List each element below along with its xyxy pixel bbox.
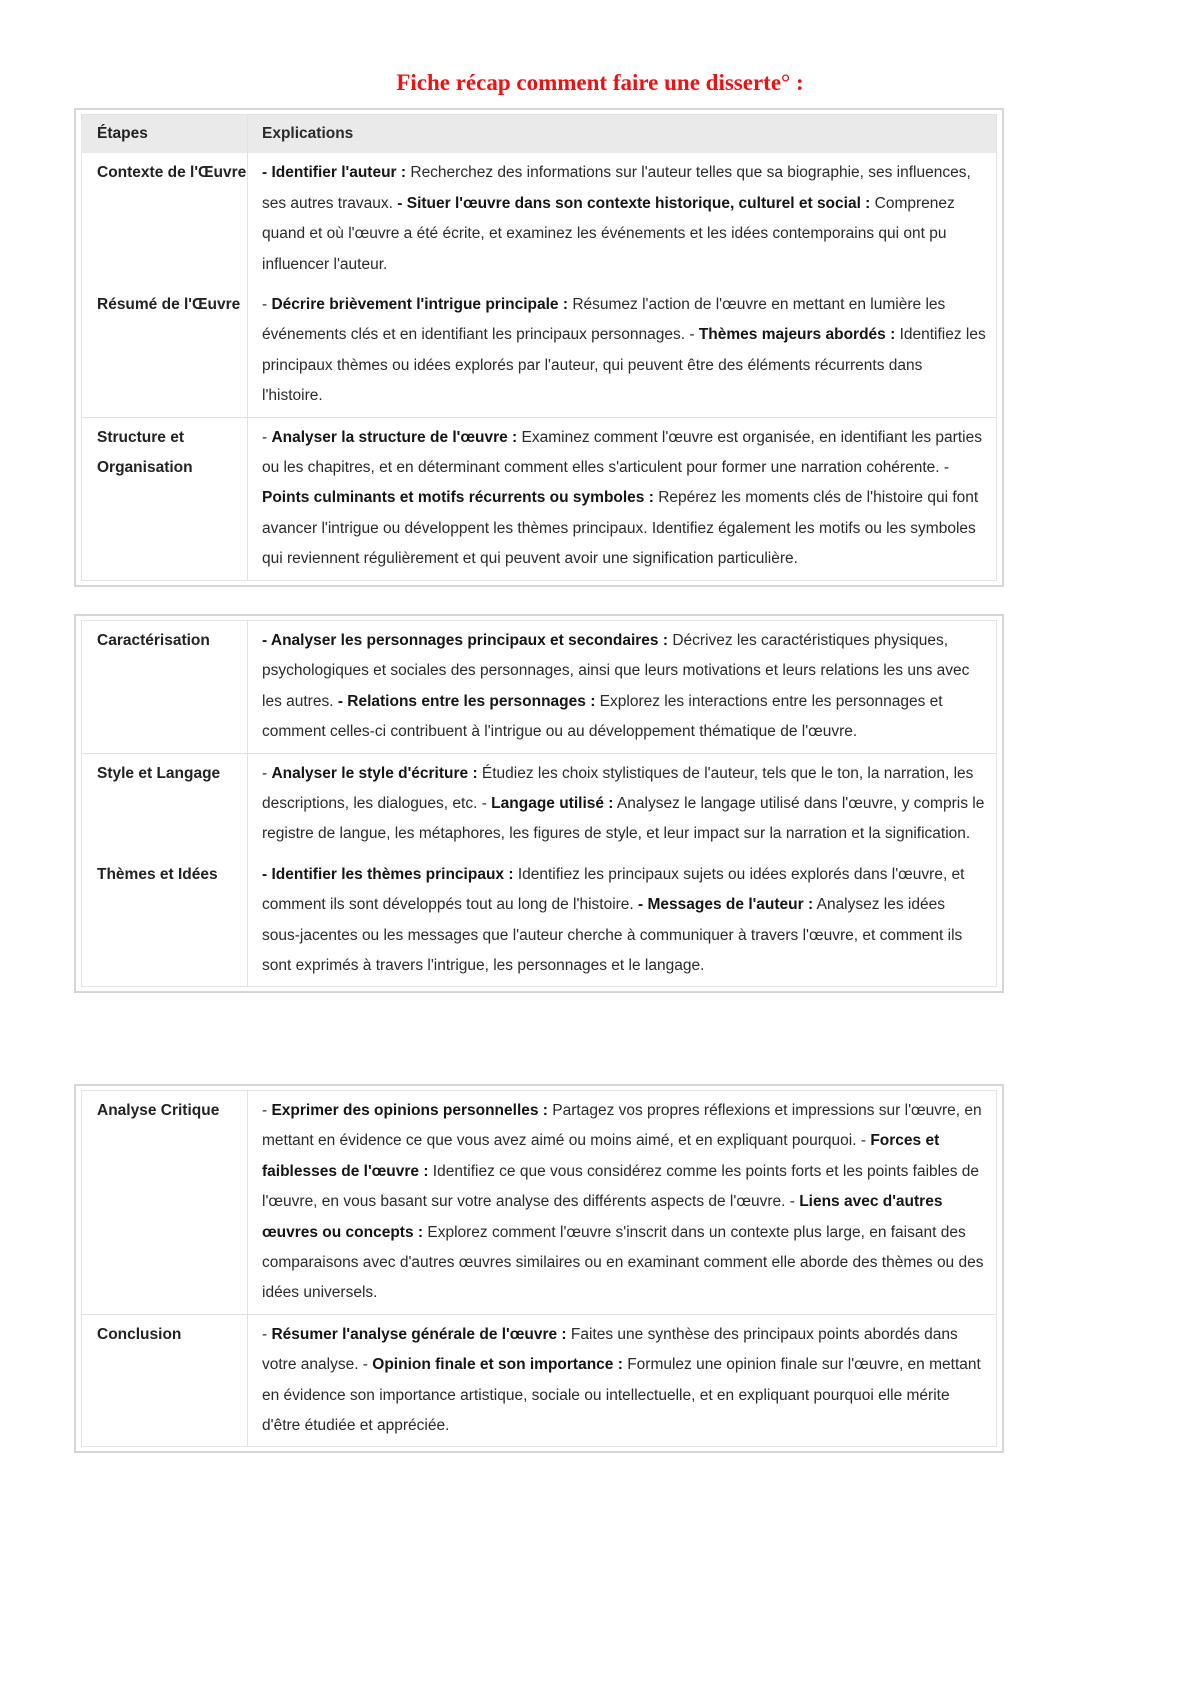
body-text: -	[262, 764, 272, 782]
step-label: Contexte de l'Œuvre	[82, 153, 248, 285]
body-text: -	[262, 428, 272, 446]
body-text: Analysez le langage utilisé dans l'œuvre, y compris le registre de langue, les métaphores, les figures de style, et leur impact sur la narration et la signification.	[262, 795, 985, 843]
body-text: Résumez l'action de l'œuvre en mettant en lumière les événements clés et en identifiant les principaux personnages. -	[262, 296, 946, 344]
body-text: -	[262, 1102, 272, 1119]
body-text: Analysez les idées sous-jacentes ou les messages que l'auteur cherche à communiquer à travers l'œuvre, et comment ils sont exprimés à travers l'intrigue, les personnages et le langage.	[262, 896, 963, 975]
bold-heading-text: Analyser la structure de l'œuvre :	[271, 428, 518, 446]
table-row	[82, 855, 996, 987]
body-text: Explorez comment l'œuvre s'inscrit dans un contexte plus large, en faisant des comparaisons avec d'autres œuvres similaires ou en examinant comment elle aborde des thèmes ou des idées universels.	[262, 1223, 984, 1302]
table-row	[82, 621, 996, 753]
header-explanations: Explications	[262, 125, 354, 142]
table-row	[82, 1091, 996, 1314]
step-label: Caractérisation	[82, 621, 248, 753]
step-explanation	[248, 621, 996, 753]
bold-heading-text: - Situer l'œuvre dans son contexte historique, culturel et social :	[397, 194, 871, 212]
table-row	[82, 417, 996, 580]
step-label: Structure et Organisation	[82, 418, 248, 580]
bold-heading-text: - Identifier l'auteur :	[262, 164, 407, 182]
body-text: Identifiez les principaux sujets ou idées explorés dans l'œuvre, et comment ils sont développés tout au long de l'histoire.	[262, 865, 965, 914]
table-block-2	[74, 614, 1004, 993]
step-explanation	[248, 1091, 996, 1314]
table-block-1	[74, 108, 1004, 587]
body-text: Décrivez les caractéristiques physiques, psychologiques et sociales des personnages, ainsi que leurs motivations et leurs relations les uns avec les autres.	[262, 632, 970, 710]
bold-heading-text: - Messages de l'auteur :	[638, 896, 814, 914]
body-text: Identifiez ce que vous considérez comme les points forts et les points faibles de l'œuvre, en vous basant sur votre analyse des différents aspects de l'œuvre. -	[262, 1162, 980, 1211]
bold-heading-text: Liens avec d'autres œuvres ou concepts :	[262, 1193, 943, 1241]
body-text: Recherchez des informations sur l'auteur telles que sa biographie, ses influences, ses autres travaux.	[262, 164, 971, 212]
bold-heading-text: - Identifier les thèmes principaux :	[262, 865, 514, 883]
step-explanation	[248, 153, 996, 285]
bold-heading-text: - Relations entre les personnages :	[337, 692, 596, 710]
bold-heading-text: Thèmes majeurs abordés :	[698, 326, 896, 344]
table-row	[82, 285, 996, 417]
body-text: Repérez les moments clés de l'histoire qui font avancer l'intrigue ou développent les thèmes principaux. Identifiez également les motifs ou les symboles qui reviennent régulièrement et qui peuvent avoir une signification particulière.	[262, 489, 979, 568]
table-block-3	[74, 1084, 1004, 1453]
step-label: Conclusion	[82, 1315, 248, 1447]
bold-heading-text: Analyser le style d'écriture :	[271, 764, 478, 782]
body-text: Étudiez les choix stylistiques de l'auteur, tels que le ton, la narration, les descriptions, les dialogues, etc. -	[262, 764, 974, 813]
body-text: Examinez comment l'œuvre est organisée, en identifiant les parties ou les chapitres, et en déterminant comment elles s'articulent pour former une narration cohérente. -	[262, 428, 982, 477]
bold-heading-text: Décrire brièvement l'intrigue principale :	[271, 296, 569, 314]
body-text: Comprenez quand et où l'œuvre a été écrite, et examinez les événements et les idées contemporains qui ont pu influencer l'auteur.	[262, 194, 955, 273]
table-row	[82, 1314, 996, 1447]
table-header-row	[82, 115, 996, 153]
step-explanation	[248, 285, 996, 417]
body-text: -	[262, 296, 272, 314]
bold-heading-text: Langage utilisé :	[491, 795, 614, 813]
bold-heading-text: Opinion finale et son importance :	[372, 1356, 623, 1374]
table	[81, 620, 997, 987]
step-label: Résumé de l'Œuvre	[82, 285, 248, 417]
bold-heading-text: - Analyser les personnages principaux et secondaires :	[262, 632, 669, 649]
step-explanation	[248, 418, 996, 580]
bold-heading-text: Exprimer des opinions personnelles :	[271, 1102, 548, 1119]
step-label: Style et Langage	[82, 754, 248, 855]
bold-heading-text: Points culminants et motifs récurrents ou symboles :	[262, 489, 654, 507]
page-title: Fiche récap comment faire une disserte° :	[396, 70, 804, 95]
step-label: Thèmes et Idées	[82, 855, 248, 987]
step-explanation	[248, 754, 996, 855]
body-text: Faites une synthèse des principaux points abordés dans votre analyse. -	[262, 1325, 958, 1374]
body-text: Partagez vos propres réflexions et impressions sur l'œuvre, en mettant en évidence ce que vous avez aimé ou moins aimé, et en expliquant pourquoi. -	[262, 1102, 982, 1150]
body-text: Explorez les interactions entre les personnages et comment celles-ci contribuent à l'intrigue ou au développement thématique de l'œuvre.	[262, 692, 943, 741]
table-row	[82, 153, 996, 285]
body-text: Identifiez les principaux thèmes ou idées explorés par l'auteur, qui peuvent être des éléments récurrents dans l'histoire.	[262, 326, 986, 405]
table	[81, 1090, 997, 1447]
body-text: Formulez une opinion finale sur l'œuvre, en mettant en évidence son importance artistique, sociale ou intellectuelle, et en expliquant pourquoi elle mérite d'être étudiée et appréciée.	[262, 1356, 981, 1435]
step-explanation	[248, 855, 996, 987]
table-row	[82, 753, 996, 855]
step-explanation	[248, 1315, 996, 1447]
body-text: -	[262, 1325, 272, 1343]
header-steps: Étapes	[82, 115, 248, 153]
bold-heading-text: Forces et faiblesses de l'œuvre :	[262, 1132, 940, 1180]
table	[81, 114, 997, 581]
bold-heading-text: Résumer l'analyse générale de l'œuvre :	[271, 1325, 567, 1343]
step-label: Analyse Critique	[82, 1091, 248, 1314]
